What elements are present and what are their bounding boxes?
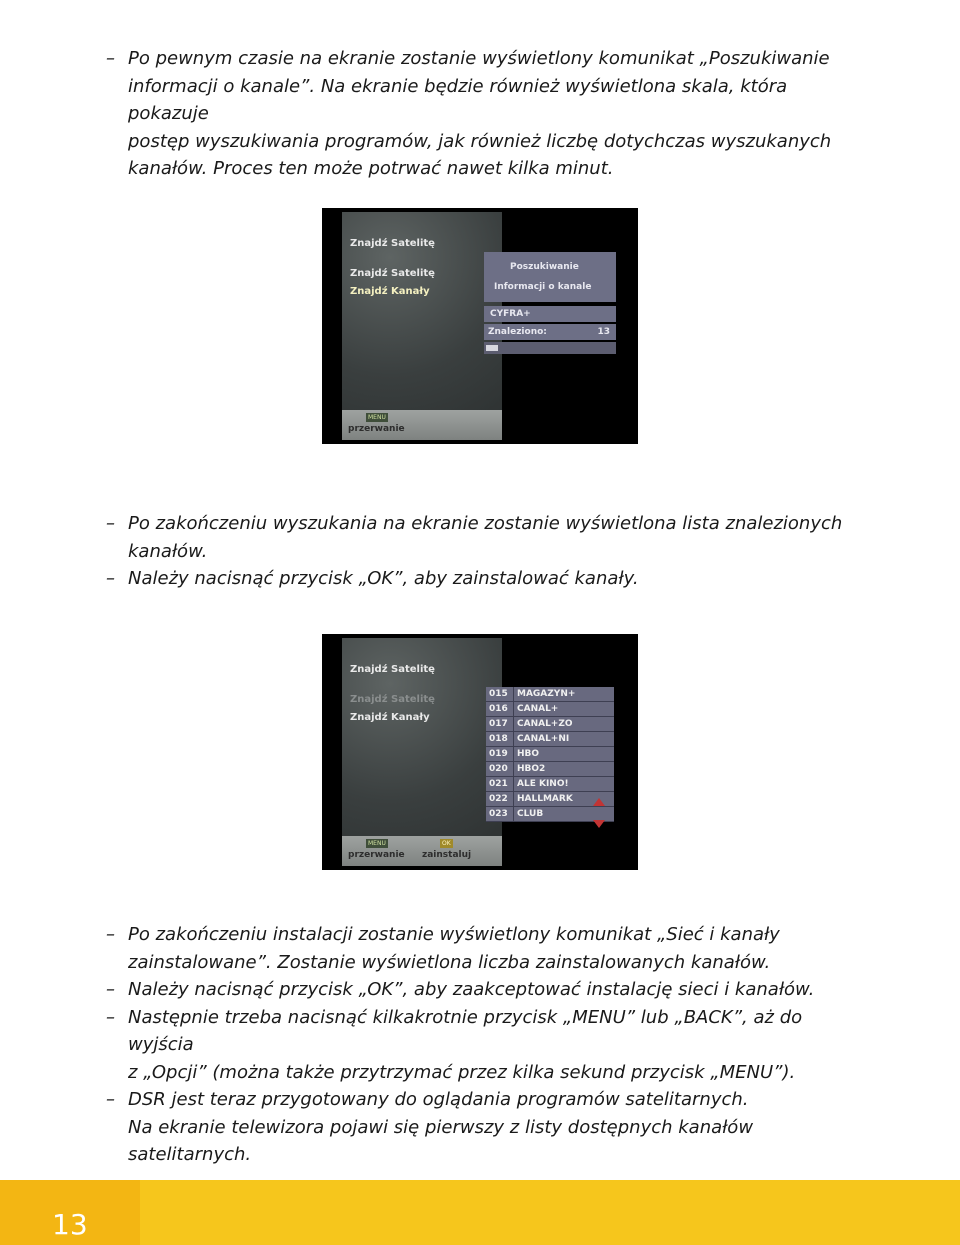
text-line: z „Opcji” (można także przytrzymać przez kilka sekund przycisk „MENU”). xyxy=(128,1061,796,1083)
footer-label-abort: przerwanie xyxy=(348,850,405,860)
text-line: Po zakończeniu instalacji zostanie wyświetlony komunikat „Sieć i kanały xyxy=(128,924,780,945)
menu-item-find-channels: Znajdź Kanały xyxy=(350,712,430,723)
menu-item-find-satellite: Znajdź Satelitę xyxy=(350,694,435,705)
footer-bar xyxy=(0,1180,960,1245)
found-row xyxy=(484,324,616,340)
panel-title: Poszukiwanie xyxy=(510,262,579,272)
channel-number: 016 xyxy=(489,704,508,714)
footer-label-install: zainstaluj xyxy=(422,850,472,860)
channel-number: 023 xyxy=(489,809,508,819)
progress-fill xyxy=(486,345,498,351)
channel-number: 022 xyxy=(489,794,508,804)
channel-row xyxy=(486,717,614,732)
channel-row xyxy=(486,732,614,747)
ok-key-icon: OK xyxy=(442,840,451,847)
bullet-item: – Po zakończeniu instalacji zostanie wyświetlony komunikat „Sieć i kanały xyxy=(106,924,780,945)
text-line: kanałów. xyxy=(128,540,208,562)
menu-item-find-satellite: Znajdź Satelitę xyxy=(350,268,435,279)
channel-row xyxy=(486,702,614,717)
channel-name: CANAL+NI xyxy=(517,734,570,744)
divider xyxy=(513,792,514,806)
scroll-arrows-icon xyxy=(592,796,606,830)
bullet-item: – Następnie trzeba nacisnąć kilkakrotnie przycisk „MENU” lub „BACK”, aż do wyjścia xyxy=(106,1006,803,1055)
found-label: Znaleziono: xyxy=(488,327,547,337)
footer-label-abort: przerwanie xyxy=(348,424,405,434)
tv-screenshot-search xyxy=(322,208,638,444)
channel-name: CANAL+ZO xyxy=(517,719,573,729)
paragraph-install-complete xyxy=(106,921,866,1169)
text-line: Należy nacisnąć przycisk „OK”, aby zaakceptować instalację sieci i kanałów. xyxy=(128,979,815,1000)
text-line: Następnie trzeba nacisnąć kilkakrotnie przycisk „MENU” lub „BACK”, aż do wyjścia xyxy=(128,1006,803,1055)
bullet-item: – Po zakończeniu wyszukania na ekranie zostanie wyświetlona lista znalezionych xyxy=(106,513,843,534)
channel-list xyxy=(322,634,638,870)
divider xyxy=(513,807,514,821)
channel-number: 015 xyxy=(489,689,508,699)
provider-row xyxy=(484,306,616,322)
menu-key-icon: MENU xyxy=(368,840,386,847)
progress-bar xyxy=(484,342,616,354)
menu-key-icon: MENU xyxy=(368,414,386,421)
divider xyxy=(513,717,514,731)
text-line: Należy nacisnąć przycisk „OK”, aby zainstalować kanały. xyxy=(128,568,639,589)
text-line: Na ekranie telewizora pojawi się pierwszy z listy dostępnych kanałów satelitarnych. xyxy=(128,1116,754,1165)
paragraph-search-info xyxy=(106,45,866,183)
found-count: 13 xyxy=(597,327,610,337)
text-line: postęp wyszukiwania programów, jak również liczbę dotychczas wyszukanych xyxy=(128,130,832,152)
tv-screenshot-channel-list xyxy=(322,634,638,870)
menu-item-find-channels: Znajdź Kanały xyxy=(350,286,430,297)
bullet-item: – Należy nacisnąć przycisk „OK”, aby zainstalować kanały. xyxy=(106,568,639,589)
channel-name: CLUB xyxy=(517,809,544,819)
text-line: informacji o kanale”. Na ekranie będzie również wyświetlona skala, która pokazuje xyxy=(128,75,788,124)
screen-title: Znajdź Satelitę xyxy=(350,238,435,249)
paragraph-channel-list xyxy=(106,510,866,593)
channel-name: CANAL+ xyxy=(517,704,559,714)
divider xyxy=(513,702,514,716)
text-line: DSR jest teraz przygotowany do oglądania programów satelitarnych. xyxy=(128,1089,749,1110)
channel-number: 021 xyxy=(489,779,508,789)
text-line: zainstalowane”. Zostanie wyświetlona liczba zainstalowanych kanałów. xyxy=(128,951,771,973)
provider-name: CYFRA+ xyxy=(490,309,531,319)
channel-name: ALE KINO! xyxy=(517,779,569,789)
divider xyxy=(513,732,514,746)
page-number: 13 xyxy=(52,1208,88,1241)
channel-name: HBO2 xyxy=(517,764,546,774)
channel-row xyxy=(486,777,614,792)
divider xyxy=(513,747,514,761)
channel-row xyxy=(486,762,614,777)
screen-title: Znajdź Satelitę xyxy=(350,664,435,675)
channel-name: HBO xyxy=(517,749,540,759)
channel-number: 017 xyxy=(489,719,508,729)
bullet-item: – Należy nacisnąć przycisk „OK”, aby zaakceptować instalację sieci i kanałów. xyxy=(106,979,815,1000)
menu-panel xyxy=(342,212,502,440)
channel-number: 020 xyxy=(489,764,508,774)
channel-number: 019 xyxy=(489,749,508,759)
channel-name: HALLMARK xyxy=(517,794,573,804)
text-line: Po zakończeniu wyszukania na ekranie zostanie wyświetlona lista znalezionych xyxy=(128,513,843,534)
divider xyxy=(513,762,514,776)
channel-name: MAGAZYN+ xyxy=(517,689,576,699)
channel-row xyxy=(486,747,614,762)
arrow-down-icon xyxy=(593,820,605,828)
bullet-item: – DSR jest teraz przygotowany do oglądania programów satelitarnych. xyxy=(106,1089,749,1110)
screen-footer xyxy=(342,410,502,440)
text-line: kanałów. Proces ten może potrwać nawet kilka minut. xyxy=(128,158,614,179)
divider xyxy=(513,777,514,791)
text-line: Po pewnym czasie na ekranie zostanie wyświetlony komunikat „Poszukiwanie xyxy=(128,48,830,69)
bullet-item: – Po pewnym czasie na ekranie zostanie wyświetlony komunikat „Poszukiwanie xyxy=(106,48,830,69)
channel-row xyxy=(486,687,614,702)
arrow-up-icon xyxy=(593,798,605,806)
search-info-panel xyxy=(484,252,616,302)
channel-number: 018 xyxy=(489,734,508,744)
panel-subtitle: Informacji o kanale xyxy=(494,282,592,292)
divider xyxy=(513,687,514,701)
